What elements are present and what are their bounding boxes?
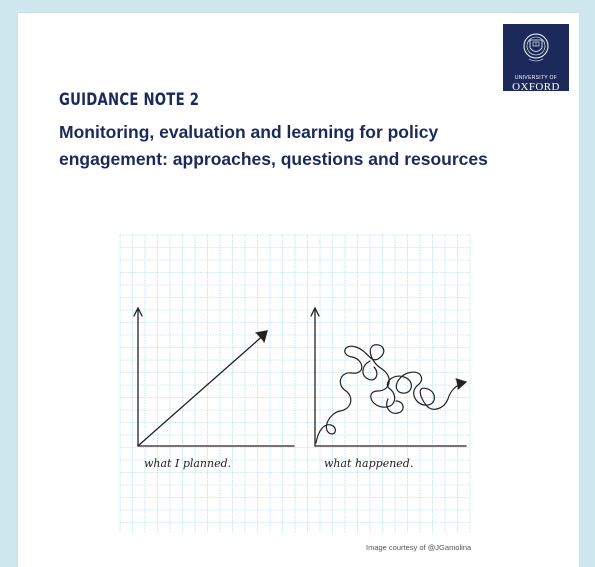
document-page (18, 13, 579, 567)
title-line-1: Monitoring, evaluation and learning for policy (59, 122, 439, 142)
left-caption: what I planned. (144, 457, 232, 470)
planned-vs-happened-illustration (18, 13, 579, 567)
happened-squiggle (316, 345, 466, 443)
guidance-note-label: GUIDANCE NOTE 2 (59, 90, 200, 110)
image-credit: Image courtesy of @JGamolina (366, 543, 472, 552)
planned-line (139, 331, 267, 445)
logo-oxford: OXFORD (512, 81, 560, 93)
title-line-2: engagement: approaches, questions and resources (59, 149, 488, 169)
graph-paper-grid (120, 235, 470, 533)
logo-university-of: UNIVERSITY OF (514, 75, 558, 81)
right-caption: what happened. (324, 457, 414, 470)
